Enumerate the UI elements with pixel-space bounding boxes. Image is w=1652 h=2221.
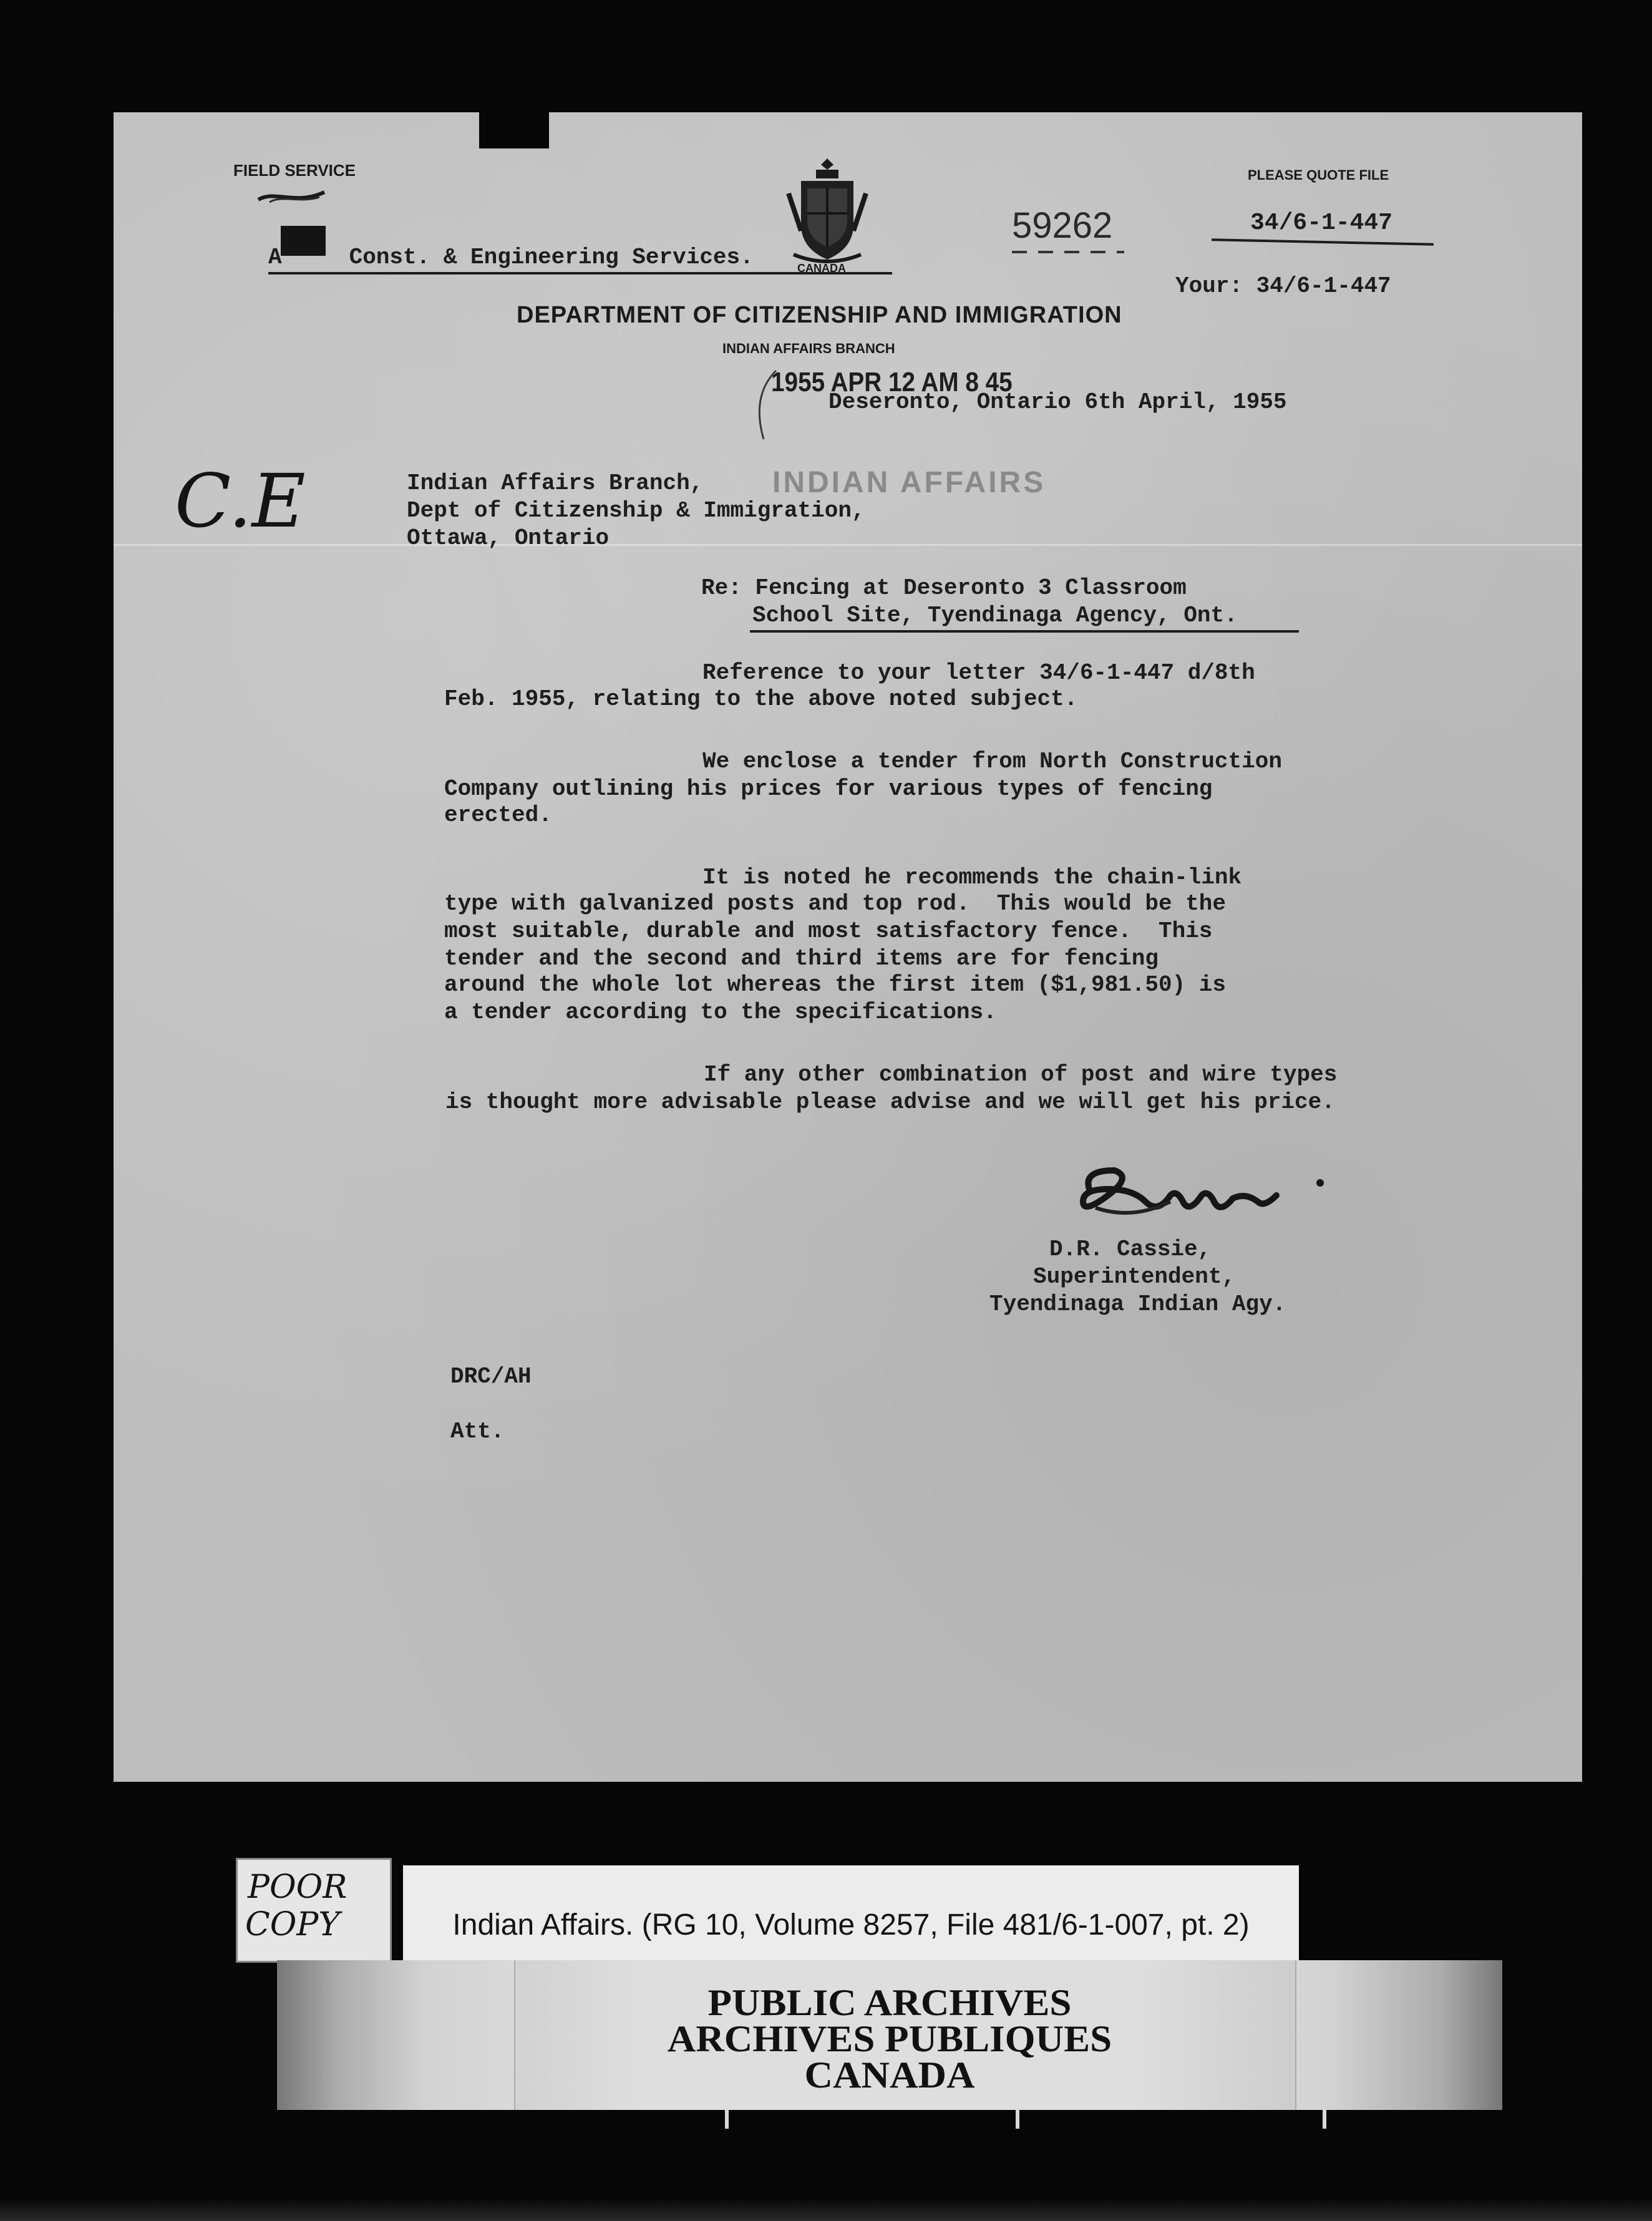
paragraph-2-line-3: erected. (444, 802, 552, 828)
film-bottom-edge (0, 2200, 1652, 2221)
please-quote-file-value: 34/6-1-447 (1250, 210, 1393, 236)
subject-line-1: Re: Fencing at Deseronto 3 Classroom (701, 575, 1187, 601)
handwritten-initials: C.E (175, 458, 306, 544)
paragraph-2-line-2: Company outlining his prices for various types of fencing (444, 776, 1213, 802)
mounting-tab (479, 112, 549, 148)
addressee-line: A Const. & Engineering Services. (268, 245, 754, 270)
film-tick-mark (725, 2109, 729, 2129)
paragraph-3-line-5: around the whole lot whereas the first item ($1,981.50) is (444, 972, 1227, 998)
place-and-date: Deseronto, Ontario 6th April, 1955 (828, 389, 1287, 415)
subject-line-2: School Site, Tyendinaga Agency, Ont. (752, 603, 1238, 628)
archives-label-line-2: ARCHIVES PUBLIQUES (667, 2018, 1112, 2059)
attachment-note: Att. (450, 1419, 505, 1444)
poor-copy-line-2: COPY (245, 1906, 340, 1943)
paragraph-2-line-1: We enclose a tender from North Construction (702, 749, 1282, 774)
branch-title: INDIAN AFFAIRS BRANCH (722, 341, 895, 356)
paperclip-mark (257, 187, 326, 205)
public-archives-label (277, 1960, 1502, 2110)
typist-reference: DRC/AH (450, 1364, 532, 1389)
crest-caption: CANADA (797, 262, 846, 275)
film-tick-mark (1016, 2109, 1019, 2129)
subject-underline (750, 630, 1299, 633)
address-line-1: Indian Affairs Branch, (407, 470, 704, 496)
poor-copy-line-1: POOR (248, 1869, 347, 1906)
archive-citation: Indian Affairs. (RG 10, Volume 8257, File 481/6-1-007, pt. 2) (403, 1865, 1299, 1984)
paragraph-3-line-6: a tender according to the specifications. (444, 999, 997, 1025)
fold-crease (114, 544, 1582, 546)
file-number-stamp: 59262 (1012, 205, 1113, 246)
signatory-name: D.R. Cassie, (1049, 1237, 1212, 1262)
film-tick-mark (1323, 2109, 1326, 2129)
paragraph-4-line-1: If any other combination of post and wire types (704, 1062, 1338, 1087)
paragraph-1-line-2: Feb. 1955, relating to the above noted subject. (444, 686, 1078, 712)
canada-crest-icon (785, 156, 870, 270)
poor-copy-label (236, 1858, 392, 1963)
paragraph-3-line-1: It is noted he recommends the chain-link (702, 865, 1242, 890)
paragraph-3-line-2: type with galvanized posts and top rod. This would be the (444, 891, 1227, 916)
field-service-label: FIELD SERVICE (233, 161, 356, 180)
archives-label-line-1: PUBLIC ARCHIVES (707, 1982, 1072, 2023)
paragraph-1-line-1: Reference to your letter 34/6-1-447 d/8th (702, 660, 1255, 686)
faint-branch-stamp: INDIAN AFFAIRS (772, 466, 1046, 499)
file-number-dashes (1012, 251, 1124, 253)
handwritten-signature (1071, 1164, 1333, 1233)
signatory-title: Superintendent, (1033, 1264, 1236, 1290)
quote-underline (1212, 238, 1434, 245)
signatory-agency: Tyendinaga Indian Agy. (989, 1291, 1286, 1317)
department-title: DEPARTMENT OF CITIZENSHIP AND IMMIGRATION (517, 302, 1122, 328)
address-line-2: Dept of Citizenship & Immigration, (407, 498, 865, 523)
paragraph-4-line-2: is thought more advisable please advise and we will get his price. (445, 1089, 1335, 1115)
letter-sheet (114, 112, 1582, 1782)
your-reference: Your: 34/6-1-447 (1175, 273, 1391, 299)
received-date-stamp: 1955 APR 12 AM 8 45 (771, 367, 1013, 397)
archives-label-line-3: CANADA (804, 2054, 975, 2096)
address-line-3: Ottawa, Ontario (407, 525, 610, 551)
please-quote-file-label: PLEASE QUOTE FILE (1248, 167, 1389, 183)
paragraph-3-line-4: tender and the second and third items are for fencing (444, 946, 1159, 971)
paragraph-3-line-3: most suitable, durable and most satisfactory fence. This (444, 918, 1213, 944)
